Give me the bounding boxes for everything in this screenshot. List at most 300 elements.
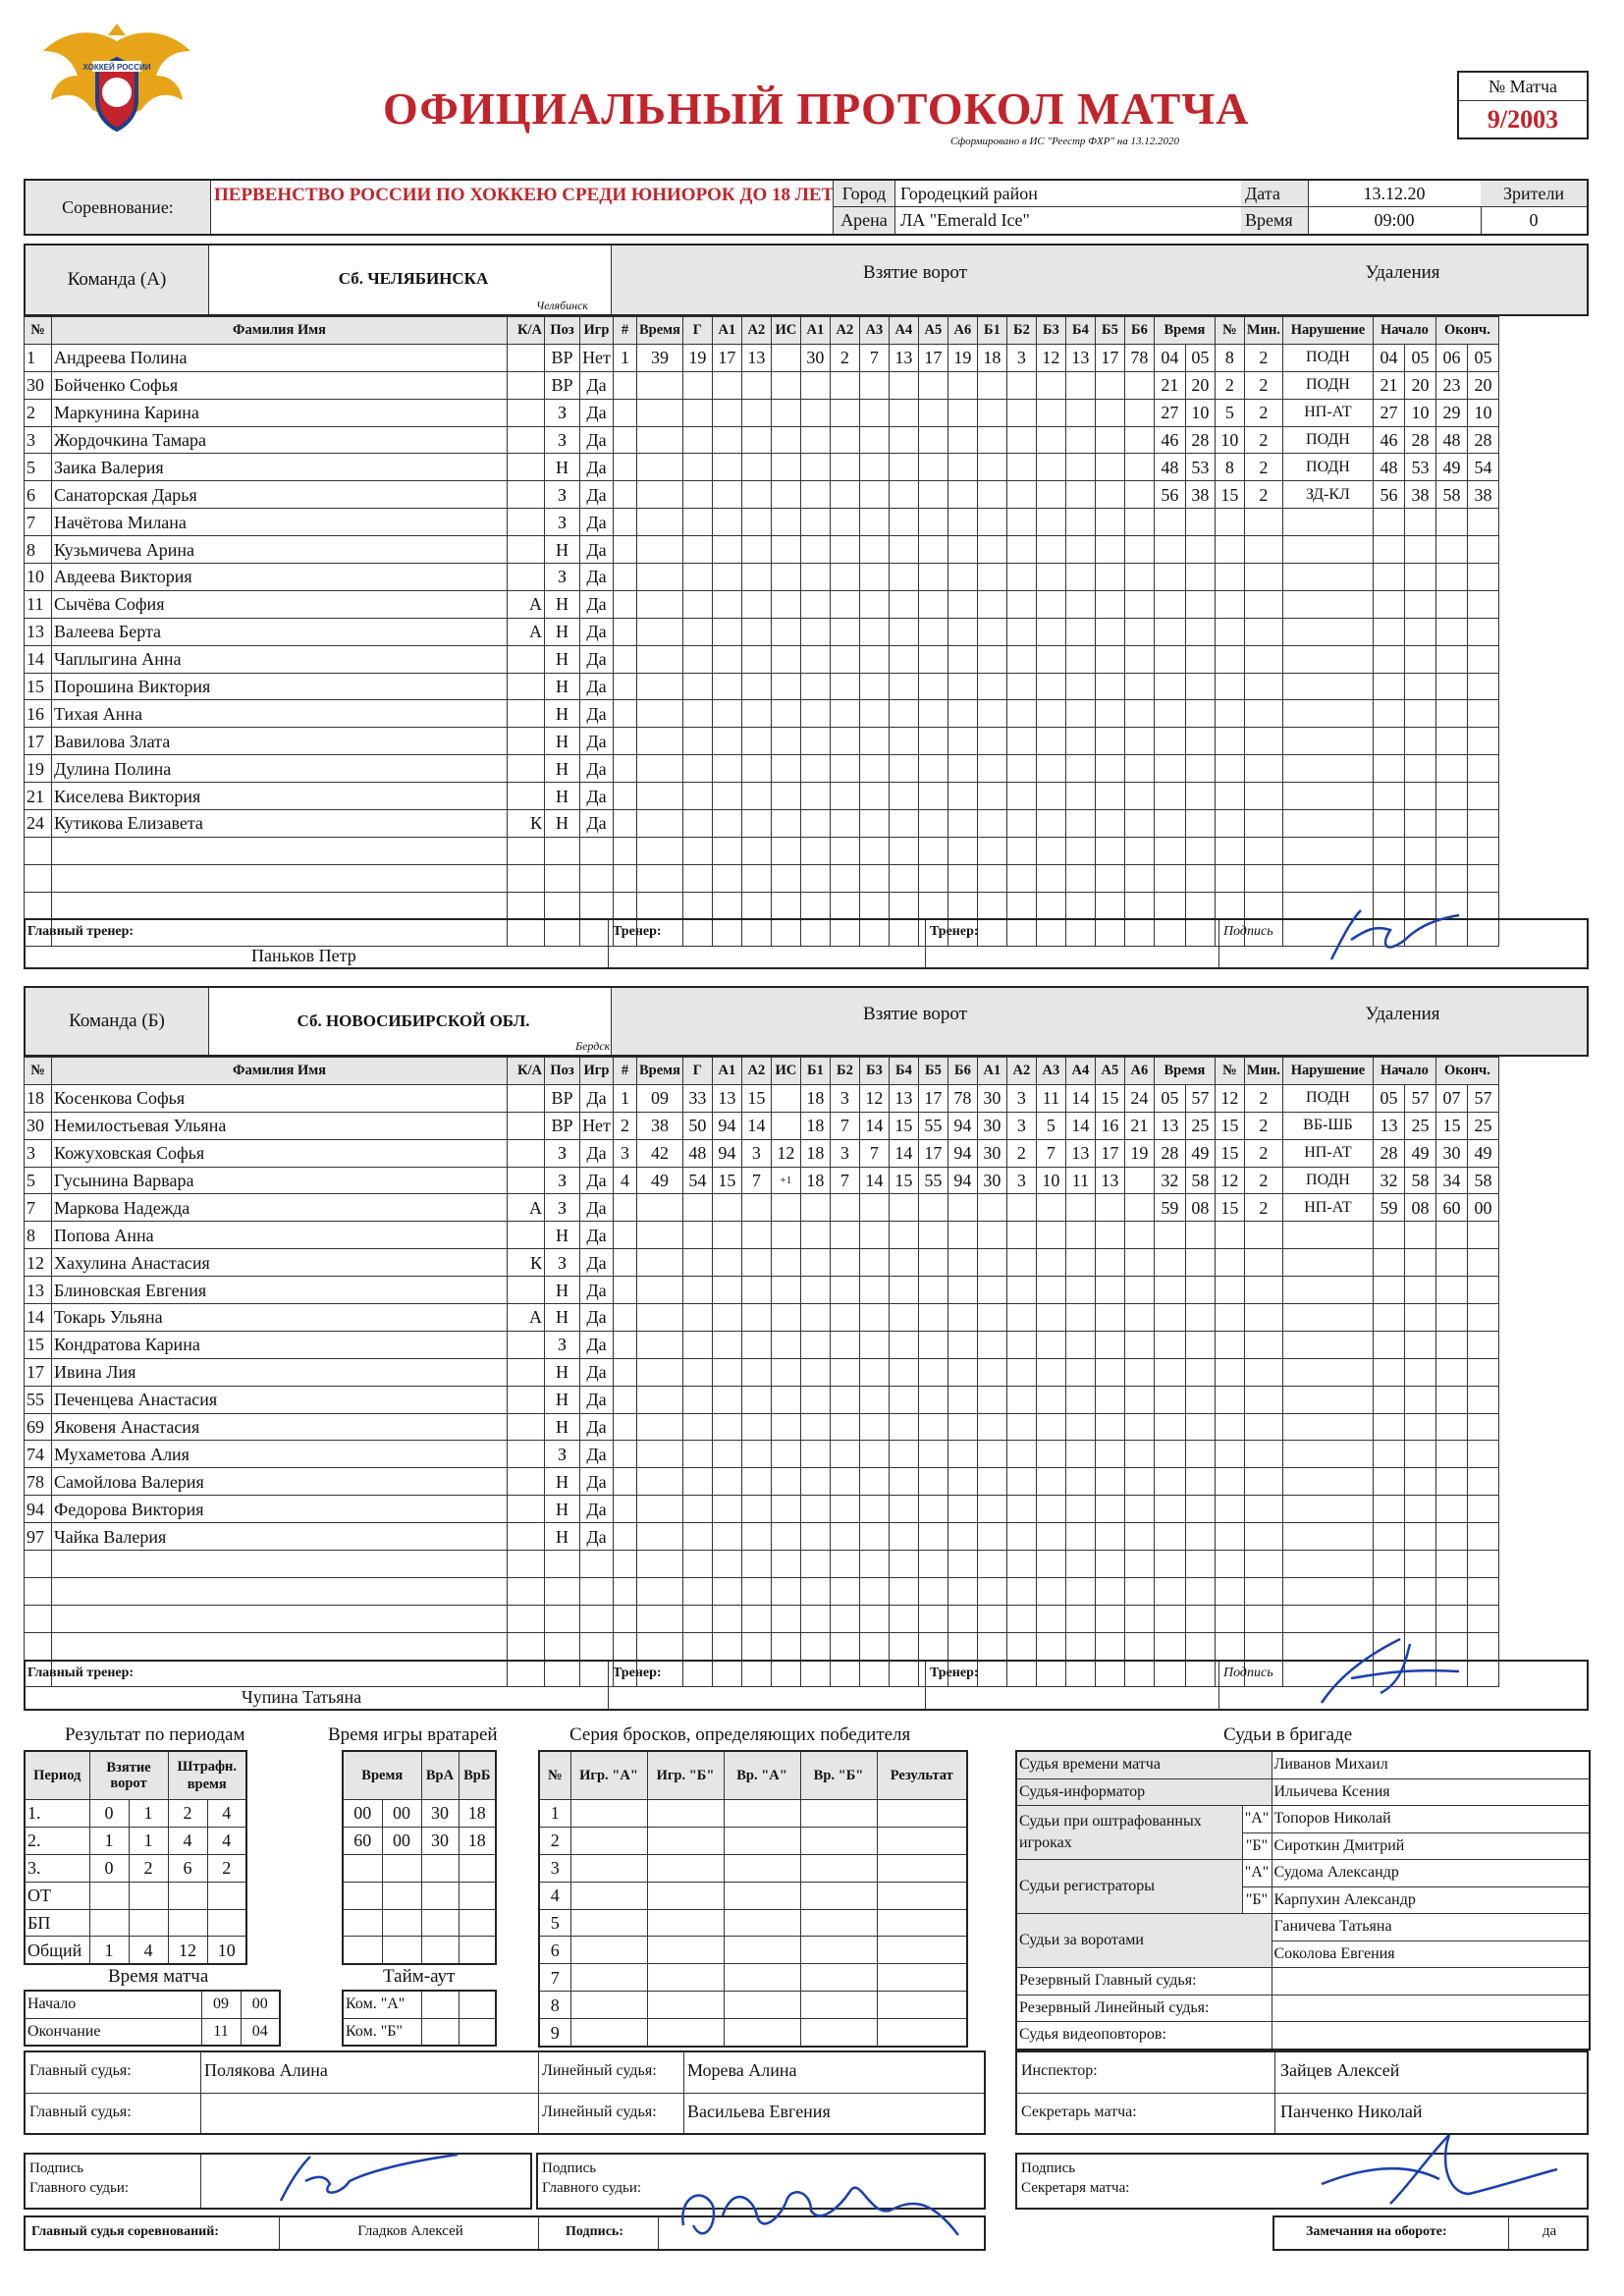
goal-cell: [741, 1304, 771, 1332]
goal-cell: [637, 755, 683, 783]
team-b-head-coach-label: Главный тренер:: [27, 1666, 135, 1680]
penalty-cell: 29: [1435, 399, 1467, 426]
goal-cell: [712, 1605, 741, 1632]
date-value: 13.12.20: [1308, 181, 1481, 207]
match-start-h: 09: [201, 1991, 241, 2018]
shootout-number: 6: [539, 1937, 570, 1964]
goal-cell: [918, 892, 947, 919]
goal-cell: [614, 454, 637, 481]
player-name: Маркова Надежда: [52, 1194, 508, 1222]
goal-cell: [947, 1496, 977, 1523]
player-name: Мухаметова Алия: [52, 1441, 508, 1468]
goal-cell: [1124, 371, 1154, 399]
goal-cell: [918, 1468, 947, 1496]
goal-cell: [1124, 700, 1154, 728]
goal-cell: [712, 1577, 741, 1605]
penalty-cell: [1404, 1605, 1435, 1632]
penalty-cell: [1404, 1523, 1435, 1551]
main-ref-1-signature: [271, 2147, 467, 2215]
goal-cell: [1036, 1222, 1065, 1249]
goal-cell: [1124, 399, 1154, 426]
penalty-cell: [1154, 1413, 1185, 1441]
goal-cell: [637, 564, 683, 591]
goal-cell: [889, 1304, 918, 1332]
goal-cell: [741, 673, 771, 700]
player-position: [545, 1632, 580, 1660]
team_b-goal-col-1: Время: [637, 1058, 683, 1085]
penalty-cell: 15: [1435, 1112, 1467, 1139]
goal-cell: [889, 837, 918, 864]
goal-cell: [800, 755, 830, 783]
ref-tag-a: "А": [1242, 1806, 1272, 1833]
penalty-cell: 13: [1154, 1112, 1185, 1139]
goal-cell: [1006, 1468, 1036, 1496]
goal-cell: [682, 454, 712, 481]
goal-cell: [637, 1551, 683, 1578]
goal-cell: 30: [977, 1167, 1006, 1194]
penalty-cell: [1185, 700, 1215, 728]
player-position: Н: [545, 1386, 580, 1413]
shootout-cell: [800, 1827, 877, 1854]
goal-cell: 94: [712, 1112, 741, 1139]
goal-cell: [977, 1632, 1006, 1660]
penalty-cell: [1244, 1331, 1282, 1358]
goal-cell: [1065, 1468, 1095, 1496]
goal-cell: [712, 1277, 741, 1304]
shootout-number: 5: [539, 1909, 570, 1937]
shootout-cell: [800, 1992, 877, 2019]
goal-cell: [800, 1496, 830, 1523]
goal-cell: [614, 673, 637, 700]
penalty-cell: [1404, 837, 1435, 864]
penalty-cell: [1185, 1222, 1215, 1249]
penalty-cell: 20: [1404, 371, 1435, 399]
goal-cell: [889, 1496, 918, 1523]
penalty-cell: [1185, 783, 1215, 810]
goal-cell: [800, 1304, 830, 1332]
team-a-head-coach-label: Главный тренер:: [27, 924, 135, 939]
goal-cell: [1065, 892, 1095, 919]
goal-cell: [771, 454, 800, 481]
penalty-cell: [1215, 590, 1244, 618]
goal-cell: [1124, 426, 1154, 454]
goal-cell: 11: [1065, 1167, 1095, 1194]
penalty-cell: 32: [1373, 1167, 1404, 1194]
player-role: [508, 399, 545, 426]
goal-cell: [637, 454, 683, 481]
player-name: Ивина Лия: [52, 1358, 508, 1386]
goal-cell: [1036, 1468, 1065, 1496]
player-plays: Да: [580, 673, 614, 700]
period-value: [207, 1882, 246, 1909]
player-name: Чайка Валерия: [52, 1523, 508, 1551]
empty-row: [25, 1577, 1499, 1605]
team_b-goal-col-7: Б2: [830, 1058, 859, 1085]
ref-goal-judge-1: Ганичева Татьяна: [1272, 1914, 1590, 1941]
penalty-cell: [1154, 1331, 1185, 1358]
goal-cell: [771, 1112, 800, 1139]
goal-cell: [712, 755, 741, 783]
goal-cell: [918, 728, 947, 755]
player-position: Н: [545, 618, 580, 645]
goal-cell: [682, 1577, 712, 1605]
goal-cell: [1006, 1413, 1036, 1441]
penalty-cell: 48: [1435, 426, 1467, 454]
penalty-cell: [1244, 509, 1282, 536]
player-role: [508, 1222, 545, 1249]
player-position: З: [545, 1139, 580, 1167]
penalty-cell: [1154, 1605, 1185, 1632]
penalty-cell: [1215, 1577, 1244, 1605]
goal-cell: [947, 1441, 977, 1468]
penalty-cell: [1435, 1331, 1467, 1358]
goal-cell: 7: [859, 344, 889, 371]
goal-cell: [771, 1468, 800, 1496]
penalty-cell: [1244, 590, 1282, 618]
federation-logo: [33, 22, 200, 159]
sig-secretary-box: [1015, 2153, 1589, 2210]
penalty-cell: [1404, 1331, 1435, 1358]
goal-cell: 15: [889, 1167, 918, 1194]
goal-cell: [712, 837, 741, 864]
periods-col-goals: Взятие ворот: [89, 1751, 168, 1800]
goal-cell: [771, 1441, 800, 1468]
player-plays: Да: [580, 755, 614, 783]
goal-cell: [1065, 864, 1095, 892]
goal-cell: [947, 426, 977, 454]
penalty-cell: НП-АТ: [1282, 399, 1373, 426]
goal-cell: [682, 399, 712, 426]
goal-cell: [712, 1551, 741, 1578]
team-b-city: Бердск: [575, 1039, 611, 1053]
goal-cell: [1036, 700, 1065, 728]
player-position: ВР: [545, 1084, 580, 1112]
penalty-cell: 2: [1244, 454, 1282, 481]
goal-cell: [800, 1441, 830, 1468]
penalty-cell: [1154, 1222, 1185, 1249]
player-role: [508, 1331, 545, 1358]
inspector-label: Инспектор:: [1021, 2062, 1098, 2079]
goal-cell: [637, 728, 683, 755]
penalty-cell: [1244, 892, 1282, 919]
referees-table: [1015, 1750, 1591, 2050]
penalty-cell: [1215, 755, 1244, 783]
penalty-cell: 2: [1215, 371, 1244, 399]
goal-cell: [637, 783, 683, 810]
spectators-value: 0: [1529, 210, 1539, 230]
player-number: 15: [25, 1331, 52, 1358]
goal-cell: [1036, 536, 1065, 564]
team_b-goal-col-15: А4: [1065, 1058, 1095, 1085]
penalty-cell: [1244, 618, 1282, 645]
penalty-cell: [1185, 564, 1215, 591]
team-a-coach-label: Тренер:: [613, 924, 662, 939]
penalty-cell: 04: [1373, 344, 1404, 371]
goal-cell: [637, 509, 683, 536]
goal-cell: [800, 1632, 830, 1660]
goal-cell: [1124, 1577, 1154, 1605]
penalty-cell: 2: [1244, 1167, 1282, 1194]
goal-cell: [1006, 1441, 1036, 1468]
goal-cell: [771, 481, 800, 509]
goal-cell: 30: [800, 344, 830, 371]
goal-cell: [977, 810, 1006, 838]
player-row: [25, 454, 1499, 481]
player-role: А: [508, 1194, 545, 1222]
penalty-cell: 28: [1373, 1139, 1404, 1167]
ref-informer-label: Судья-информатор: [1016, 1778, 1272, 1806]
gk-cell: [382, 1882, 421, 1909]
goal-cell: [1036, 1249, 1065, 1277]
goal-cell: [1095, 426, 1124, 454]
goal-cell: 3: [830, 1084, 859, 1112]
goal-cell: [918, 1194, 947, 1222]
goal-cell: [1124, 1304, 1154, 1332]
goal-cell: [771, 755, 800, 783]
penalty-cell: 28: [1404, 426, 1435, 454]
remarks-label: Замечания на обороте:: [1306, 2224, 1447, 2239]
match-start-label: Начало: [25, 1991, 201, 2018]
player-position: Н: [545, 728, 580, 755]
player-number: 3: [25, 426, 52, 454]
goal-cell: [614, 1386, 637, 1413]
gk-row: [343, 1909, 496, 1937]
player-name: Федорова Виктория: [52, 1496, 508, 1523]
penalty-cell: [1404, 1249, 1435, 1277]
player-plays: Да: [580, 1194, 614, 1222]
goal-cell: [918, 645, 947, 673]
penalty-cell: 57: [1185, 1084, 1215, 1112]
goal-cell: [771, 590, 800, 618]
penalty-cell: [1244, 1468, 1282, 1496]
goal-cell: [1036, 837, 1065, 864]
goal-cell: [741, 892, 771, 919]
goal-cell: [614, 1551, 637, 1578]
penalty-cell: [1467, 1441, 1498, 1468]
player-plays: [580, 1632, 614, 1660]
sig-secretary-label-b: Секретаря матча:: [1021, 2180, 1130, 2196]
penalty-cell: [1244, 728, 1282, 755]
penalty-cell: [1154, 618, 1185, 645]
team_a-goal-col-15: Б4: [1065, 317, 1095, 345]
goal-cell: [830, 1468, 859, 1496]
goal-cell: [741, 1413, 771, 1441]
goal-cell: [800, 481, 830, 509]
penalty-cell: [1154, 1441, 1185, 1468]
penalty-cell: [1244, 1358, 1282, 1386]
goal-cell: [1065, 536, 1095, 564]
goal-cell: [637, 892, 683, 919]
player-position: ВР: [545, 1112, 580, 1139]
match-end-m: 04: [241, 2018, 280, 2046]
goal-cell: [977, 700, 1006, 728]
team_b-goal-col-2: Г: [682, 1058, 712, 1085]
goal-cell: [1065, 454, 1095, 481]
penalty-cell: 32: [1154, 1167, 1185, 1194]
goal-cell: [1036, 1605, 1065, 1632]
goal-cell: [859, 673, 889, 700]
player-role: [508, 1441, 545, 1468]
goal-cell: [977, 864, 1006, 892]
goal-cell: [889, 371, 918, 399]
player-position: [545, 1577, 580, 1605]
goal-cell: [889, 755, 918, 783]
goal-cell: 39: [637, 344, 683, 371]
timeout-b-label: Ком. "Б": [343, 2018, 421, 2046]
player-number: 10: [25, 564, 52, 591]
period-name: 2.: [25, 1827, 89, 1854]
player-plays: Да: [580, 454, 614, 481]
gk-cell: [459, 1882, 496, 1909]
goal-cell: [859, 1249, 889, 1277]
penalty-cell: [1467, 1386, 1498, 1413]
goal-cell: [1065, 1331, 1095, 1358]
goal-cell: [741, 1605, 771, 1632]
shootout-cell: [800, 2019, 877, 2047]
goal-cell: [1006, 1222, 1036, 1249]
goal-cell: [637, 1304, 683, 1332]
player-role: [508, 1468, 545, 1496]
goal-cell: 19: [1124, 1139, 1154, 1167]
ref-penalized-label: Судьи при оштрафованных игроках: [1016, 1806, 1242, 1860]
goal-cell: [977, 837, 1006, 864]
goal-cell: [614, 728, 637, 755]
goal-cell: [771, 344, 800, 371]
penalty-cell: [1404, 673, 1435, 700]
goal-cell: [859, 1413, 889, 1441]
penalty-cell: [1404, 536, 1435, 564]
goal-cell: [918, 564, 947, 591]
goal-cell: [637, 1277, 683, 1304]
goal-cell: [800, 892, 830, 919]
player-position: Н: [545, 1304, 580, 1332]
goal-cell: [947, 810, 977, 838]
penalty-cell: [1244, 1249, 1282, 1277]
team-b-header: [24, 986, 1589, 1057]
match-number: 9/2003: [1487, 105, 1559, 134]
goal-cell: [1036, 454, 1065, 481]
penalty-cell: [1435, 837, 1467, 864]
line-ref-label-1: Линейный судья:: [542, 2062, 657, 2079]
goal-cell: [889, 1523, 918, 1551]
goal-cell: [1065, 1222, 1095, 1249]
goal-cell: [614, 618, 637, 645]
goal-cell: [741, 755, 771, 783]
goal-cell: 30: [977, 1084, 1006, 1112]
ref-tag-b: "Б": [1242, 1832, 1272, 1860]
goal-cell: [947, 1577, 977, 1605]
shootout-cell: [724, 1964, 800, 1992]
team_a-pen-col-0: Время: [1154, 317, 1215, 345]
shootout-cell: [647, 1992, 724, 2019]
team-a-goals-title: Взятие ворот: [611, 246, 1219, 314]
goal-cell: [1095, 1441, 1124, 1468]
goal-cell: [947, 783, 977, 810]
shootout-col-0: №: [539, 1751, 570, 1800]
gk-cell: 30: [421, 1800, 459, 1828]
goal-cell: [1006, 1277, 1036, 1304]
penalty-cell: [1373, 1304, 1404, 1332]
player-name: Кондратова Карина: [52, 1331, 508, 1358]
penalty-cell: [1215, 1358, 1244, 1386]
goal-cell: 13: [889, 344, 918, 371]
penalty-cell: [1282, 1441, 1373, 1468]
goal-cell: 18: [800, 1139, 830, 1167]
player-plays: Да: [580, 481, 614, 509]
periods-col-pim: Штрафн. время: [168, 1751, 246, 1800]
goal-cell: [947, 673, 977, 700]
goal-cell: [682, 1551, 712, 1578]
goal-cell: [1006, 1358, 1036, 1386]
penalty-cell: 34: [1435, 1167, 1467, 1194]
goal-cell: [1124, 1277, 1154, 1304]
goal-cell: [771, 564, 800, 591]
shootout-cell: [877, 1937, 967, 1964]
shootout-row: [539, 1882, 967, 1909]
player-role: [508, 1386, 545, 1413]
team-b-head-coach: Чупина Татьяна: [242, 1687, 362, 1707]
gk-cell: 30: [421, 1827, 459, 1854]
goal-cell: [947, 864, 977, 892]
goal-cell: [918, 509, 947, 536]
period-value: 2: [129, 1854, 168, 1882]
goal-cell: [1036, 1304, 1065, 1332]
goal-cell: [1095, 1194, 1124, 1222]
penalty-cell: [1435, 755, 1467, 783]
goal-cell: [771, 1632, 800, 1660]
player-row: [25, 700, 1499, 728]
goal-cell: [830, 1386, 859, 1413]
goal-cell: [682, 1222, 712, 1249]
player-number: [25, 864, 52, 892]
player-position: Н: [545, 673, 580, 700]
goal-cell: [741, 536, 771, 564]
goal-cell: [889, 1468, 918, 1496]
penalty-cell: [1282, 1222, 1373, 1249]
penalty-cell: [1185, 1358, 1215, 1386]
goal-cell: 38: [637, 1112, 683, 1139]
goal-cell: [712, 426, 741, 454]
player-row: [25, 564, 1499, 591]
penalty-cell: 2: [1244, 1194, 1282, 1222]
penalty-cell: [1435, 1605, 1467, 1632]
goal-cell: [1124, 755, 1154, 783]
goal-cell: [830, 673, 859, 700]
player-position: Н: [545, 783, 580, 810]
goal-cell: [800, 645, 830, 673]
goal-cell: [918, 1632, 947, 1660]
ref-tag-b2: "Б": [1242, 1886, 1272, 1914]
penalty-cell: [1435, 1358, 1467, 1386]
chief: Гладков Алексей: [357, 2223, 463, 2239]
penalty-cell: [1154, 783, 1185, 810]
main-ref-label-2: Главный судья:: [29, 2104, 132, 2120]
gk-cell: [421, 1882, 459, 1909]
penalty-cell: [1373, 1605, 1404, 1632]
period-value: [207, 1909, 246, 1937]
shootout-row: [539, 1964, 967, 1992]
player-role: [508, 1139, 545, 1167]
goal-cell: [859, 728, 889, 755]
goal-cell: [800, 1605, 830, 1632]
team-b-coach2-label: Тренер:: [930, 1666, 979, 1680]
penalty-cell: [1282, 1605, 1373, 1632]
goal-cell: 15: [1095, 1084, 1124, 1112]
sig-main-1-label-a: Подпись: [29, 2160, 84, 2176]
penalty-cell: [1185, 1441, 1215, 1468]
goal-cell: [1036, 564, 1065, 591]
player-name: [52, 1551, 508, 1578]
